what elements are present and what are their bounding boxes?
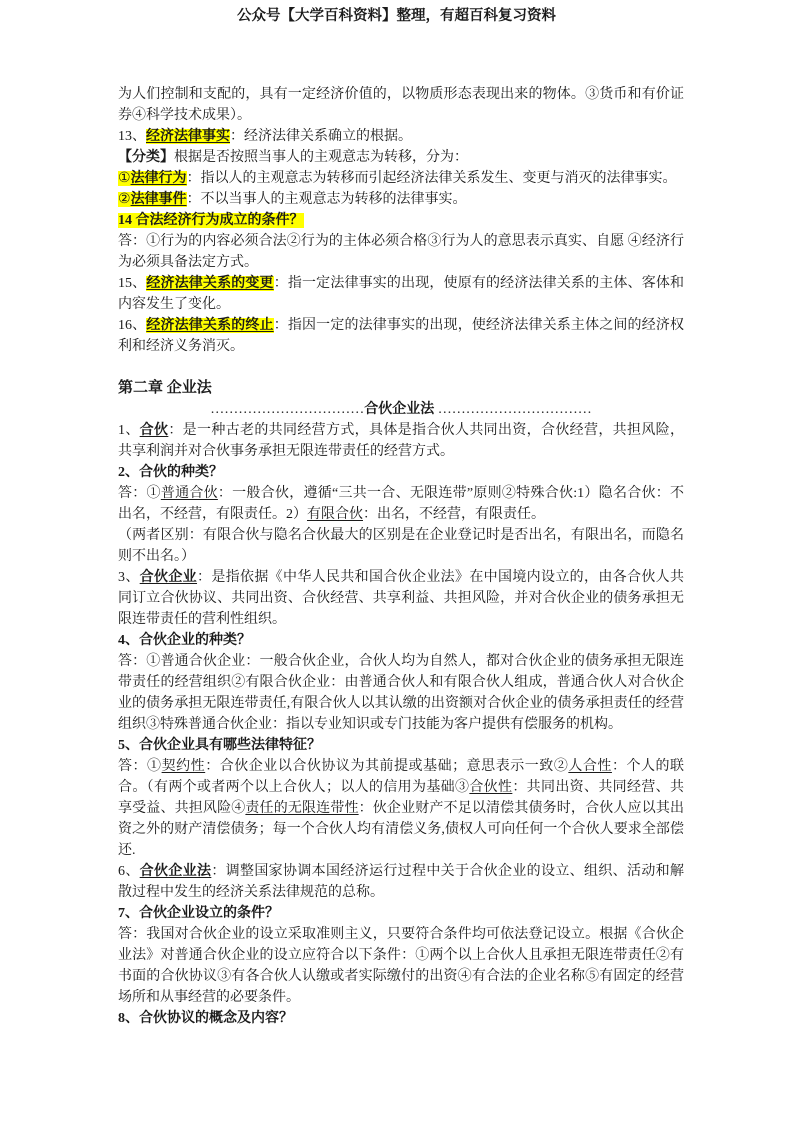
emphasis-term: 7、合伙企业设立的条件？ xyxy=(118,906,279,921)
text-run: ：一般合伙，遵循“三共一合、无限连带”原则②特殊合伙:1）隐名合伙：不出名，不经营，有限责任。2） xyxy=(118,486,685,522)
item-13-legal-facts xyxy=(118,126,684,147)
text-run: ：出名，不经营，有限责任。 xyxy=(363,507,545,522)
item-legal-act xyxy=(118,168,684,189)
document-body xyxy=(118,84,684,1029)
item-7-question xyxy=(118,903,684,924)
item-4-question xyxy=(118,630,684,651)
text-run: 15、 xyxy=(118,276,147,291)
item-14-answer xyxy=(118,231,684,273)
item-3-partnership-enterprise xyxy=(118,567,684,630)
emphasis-term: 合伙 xyxy=(139,423,169,438)
text-run: 为人们控制和支配的，具有一定经济价值的，以物质形态表现出来的物体。③货币和有价证券④科学技术成果）。 xyxy=(118,87,684,123)
item-13-classification xyxy=(118,147,684,168)
item-2-answer xyxy=(118,483,684,525)
text-run: ：指一定法律事实的出现，使原有的经济法律关系的主体、客体和内容发生了变化。 xyxy=(118,276,685,312)
highlighted-term: 14 合法经济行为成立的条件？ xyxy=(118,213,304,228)
item-15-change xyxy=(118,273,684,315)
highlighted-term: 经济法律事实 xyxy=(146,129,230,144)
text-run: ：共同出资、共同经营、共享受益、共担风险④ xyxy=(118,780,685,816)
item-5-question xyxy=(118,735,684,756)
text-run: ：是指依据《中华人民共和国合伙企业法》在中国境内设立的，由各合伙人共同订立合伙协议、共同出资、合伙经营、共享利益、共担风险，并对合伙企业的债务承担无限连带责任的营利性组织。 xyxy=(118,570,685,627)
highlighted-term: 经济法律关系的终止 xyxy=(146,318,274,333)
emphasis-term: 【分类】 xyxy=(118,150,174,165)
item-2-question xyxy=(118,462,684,483)
text-run: 13、 xyxy=(118,129,146,144)
text-run: 根据是否按照当事人的主观意志为转移，分为： xyxy=(174,150,468,165)
item-16-termination xyxy=(118,315,684,357)
item-1-partnership xyxy=(118,420,684,462)
text-run: ：合伙企业以合伙协议为其前提或基础；意思表示一致② xyxy=(205,759,569,774)
emphasis-term: 人合性 xyxy=(568,759,612,774)
item-2-note xyxy=(118,525,684,567)
text-run: 3、 xyxy=(118,570,140,585)
item-legal-event xyxy=(118,189,684,210)
item-7-answer xyxy=(118,924,684,1008)
text-run: …………………………… xyxy=(210,402,365,417)
text-run: 16、 xyxy=(118,318,147,333)
emphasis-term: 2、合伙的种类？ xyxy=(118,465,223,480)
text-run: 答：① xyxy=(118,759,162,774)
text-run: ：经济法律关系确立的根据。 xyxy=(230,129,412,144)
page-header-title: 公众号【大学百科资料】整理，有超百科复习资料 xyxy=(237,8,556,24)
emphasis-term: 第二章 企业法 xyxy=(118,380,212,396)
text-run: ：指以人的主观意志为转移而引起经济法律关系发生、变更与消灭的法律事实。 xyxy=(186,171,677,186)
emphasis-term: 合伙性 xyxy=(469,780,513,795)
item-5-answer xyxy=(118,756,684,861)
highlighted-term: ② xyxy=(118,192,131,207)
emphasis-term: 8、合伙协议的概念及内容？ xyxy=(118,1011,293,1026)
text-run: ：调整国家协调本国经济运行过程中关于合伙企业的设立、组织、活动和解散过程中发生的经济关系法律规范的总称。 xyxy=(118,864,685,900)
text-run: ：指因一定的法律事实的出现，使经济法律关系主体之间的经济权利和经济义务消灭。 xyxy=(118,318,685,354)
highlighted-term: 经济法律关系的变更 xyxy=(146,276,274,291)
emphasis-term: 合伙企业法 xyxy=(139,864,212,879)
highlighted-term: 法律行为 xyxy=(130,171,187,186)
emphasis-term: 4、合伙企业的种类？ xyxy=(118,633,251,648)
text-run: ：不以当事人的主观意志为转移的法律事实。 xyxy=(186,192,467,207)
item-6-partnership-enterprise-law xyxy=(118,861,684,903)
item-8-question xyxy=(118,1008,684,1029)
emphasis-term: 合伙企业 xyxy=(139,570,198,585)
emphasis-term: 有限合伙 xyxy=(307,507,363,522)
emphasis-term: 责任的无限连带性 xyxy=(245,801,359,816)
emphasis-term: 普通合伙 xyxy=(160,486,218,501)
text-run: 6、 xyxy=(118,864,140,879)
text-run: ：伙企业财产不足以清偿其债务时，合伙人应以其出资之外的财产清偿债务；每一个合伙人均有清偿义务,债权人可向任何一个合伙人要求全部偿还. xyxy=(118,801,685,858)
emphasis-term: 合伙企业法 xyxy=(364,402,435,417)
text-run: ：是一种古老的共同经营方式，具体是指合伙人共同出资，合伙经营，共担风险，共享利润并对合伙事务承担无限连带责任的经营方式。 xyxy=(118,423,685,459)
text-run: ：个人的联合。（有两个或者两个以上合伙人；以人的信用为基础③ xyxy=(118,759,685,795)
text-run: 答：我国对合伙企业的设立采取准则主义，只要符合条件均可依法登记设立。根据《合伙企业法》对普通合伙企业的设立应符合以下条件：①两个以上合伙人且承担无限连带责任②有书面的合伙协议③有各合伙人认缴或者实际缴付的出资④有合法的企业名称⑤有固定的经营场所和从事经营的必要条件。 xyxy=(118,927,684,1005)
text-run: 答：① xyxy=(118,486,161,501)
text-run: 答：①普通合伙企业：一般合伙企业，合伙人均为自然人，都对合伙企业的债务承担无限连带责任的经营组织②有限合伙企业：由普通合伙人和有限合伙人组成，普通合伙人对合伙企业的债务承担无限连带责任,有限合伙人以其认缴的出资额对合伙企业的债务承担责任的经营组织③特殊普通合伙企业：指以专业知识或专门技能为客户提供有偿服务的机构。 xyxy=(118,654,684,732)
emphasis-term: 5、合伙企业具有哪些法律特征？ xyxy=(118,738,321,753)
document-header xyxy=(0,0,793,25)
highlighted-term: 法律事件 xyxy=(130,192,187,207)
text-run: …………………………… xyxy=(434,402,592,417)
text-run: 答：①行为的内容必须合法②行为的主体必须合格③行为人的意思表示真实、自愿 ④经济行为必须具备法定方式。 xyxy=(118,234,684,270)
highlighted-term: ① xyxy=(118,171,131,186)
section-partnership-law xyxy=(118,399,684,420)
item-4-answer xyxy=(118,651,684,735)
chapter-2-heading xyxy=(118,378,684,399)
item-14-question xyxy=(118,210,684,231)
text-run: 1、 xyxy=(118,423,140,438)
emphasis-term: 契约性 xyxy=(161,759,206,774)
para-property-continuation xyxy=(118,84,684,126)
text-run: （两者区别：有限合伙与隐名合伙最大的区别是在企业登记时是否出名，有限出名，而隐名则不出名。） xyxy=(118,528,684,564)
